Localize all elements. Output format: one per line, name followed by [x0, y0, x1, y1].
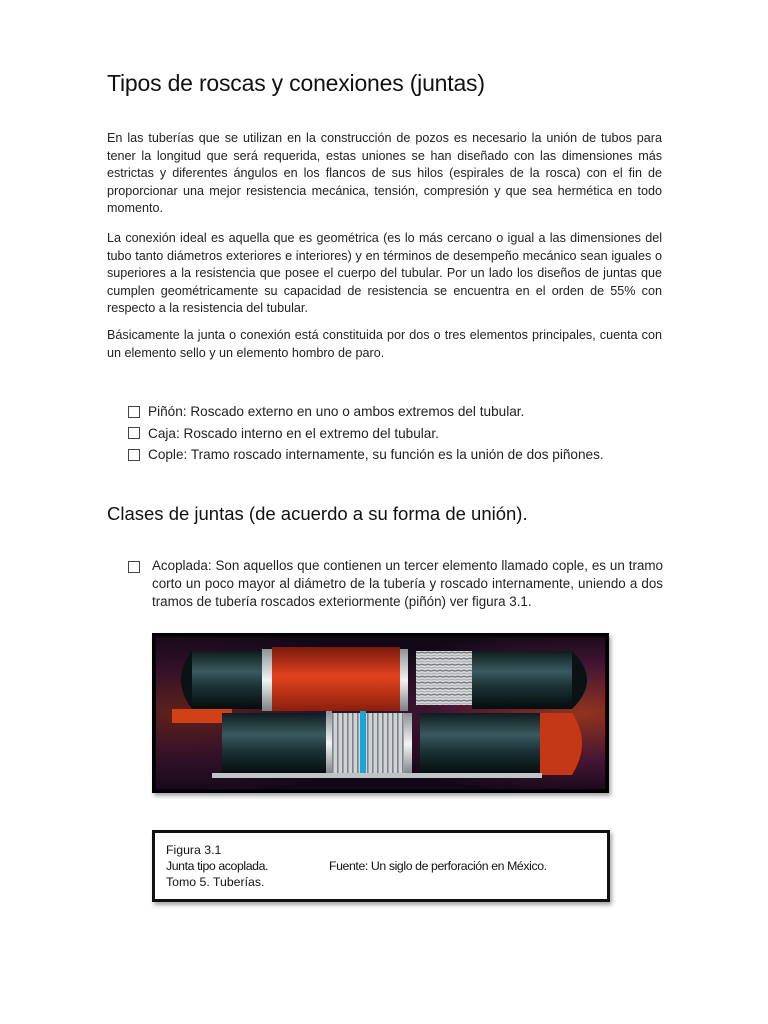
component-caja: Caja: Roscado interno en el extremo del tubular.: [148, 425, 439, 441]
list-item: [128, 401, 604, 423]
figure-caption: Junta tipo acoplada.: [166, 859, 269, 873]
checkbox-bullet-icon: [128, 427, 140, 439]
paragraph-ideal-connection: La conexión ideal es aquella que es geométrica (es lo más cercano o igual a las dimensiones del tubo tanto diámetros exteriores e interiores) y en términos de desempeño mecánico sean iguales o superiores a la resistencia que posee el cuerpo del tubular. Por un lado los diseños de juntas que cumplen geométricamente su capacidad de resistencia se encuentra en el orden de 55% con respecto a la resistencia del tubular.: [107, 231, 662, 315]
seal-blue-ring: [360, 711, 366, 773]
figure-label: Figura 3.1: [166, 843, 222, 857]
components-list: [128, 401, 604, 466]
section-title: Clases de juntas (de acuerdo a su forma de unión).: [107, 503, 528, 524]
figure-caption-box: [152, 830, 610, 902]
paragraph-intro: En las tuberías que se utilizan en la construcción de pozos es necesario la unión de tubos para tener la longitud que será requerida, estas uniones se han diseñado con las dimensiones más estrictas y diferentes ángulos en los flancos de sus hilos (espirales de la rosca) con el fin de proporcionar una mejor resistencia mecánica, tensión, compresión y que sea hermética en todo momento.: [107, 131, 662, 215]
component-cople: Cople: Tramo roscado internamente, su función es la unión de dos piñones.: [148, 447, 604, 462]
list-item: [128, 444, 604, 466]
list-item: [128, 423, 604, 445]
figure-source: Fuente: Un siglo de perforación en México.: [329, 859, 547, 873]
component-pinon: Piñón: Roscado externo en uno o ambos extremos del tubular.: [148, 404, 525, 419]
paragraph-elements: Básicamente la junta o conexión está constituida por dos o tres elementos principales, cuenta con un elemento sello y un elemento hombro de paro.: [107, 328, 662, 360]
checkbox-bullet-icon: [128, 449, 140, 461]
checkbox-bullet-icon: [128, 406, 140, 418]
acoplada-description: Acoplada: Son aquellos que contienen un tercer elemento llamado cople, es un tramo corto un poco mayor al diámetro de la tubería y roscado internamente, uniendo a dos tramos de tubería roscados exteriormente (piñón) ver figura 3.1.: [152, 558, 663, 609]
coupling-red-body: [272, 647, 400, 711]
page-title: Tipos de roscas y conexiones (juntas): [107, 70, 485, 96]
figure-coupled-joint: [152, 633, 609, 793]
checkbox-bullet-icon: [128, 561, 140, 573]
coupled-joint-illustration: [152, 633, 609, 793]
acoplada-item: [128, 557, 663, 611]
figure-volume: Tomo 5. Tuberías.: [166, 875, 265, 889]
